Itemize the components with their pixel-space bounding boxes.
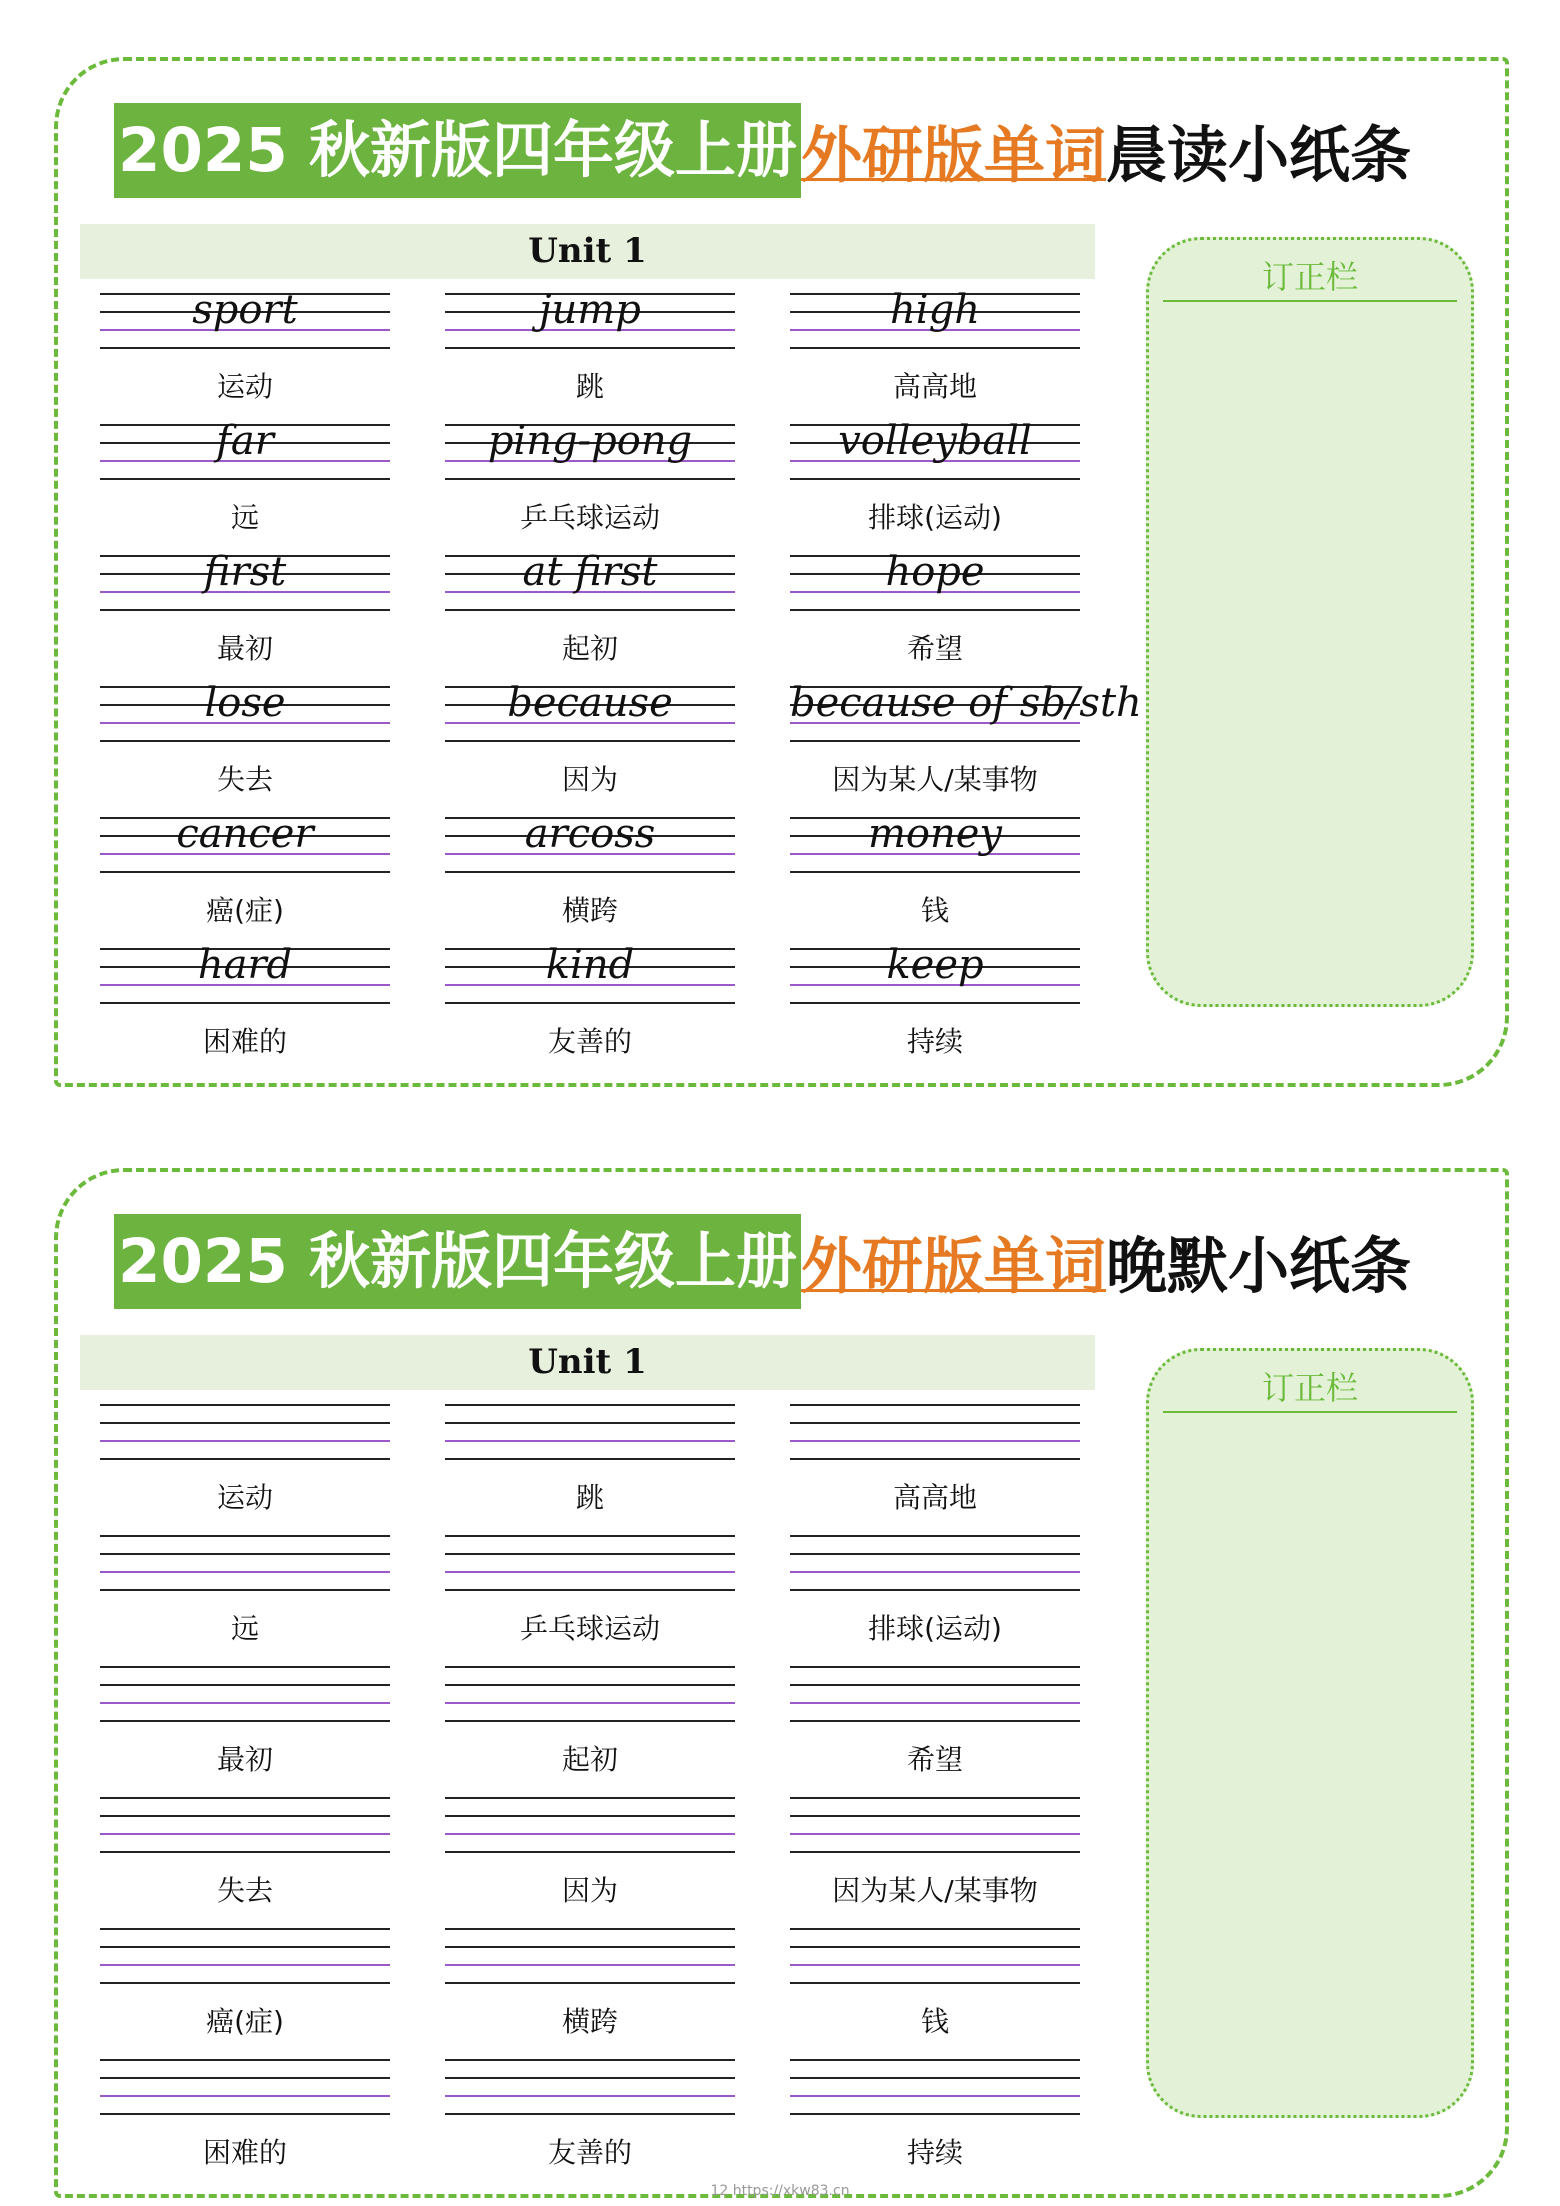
writing-lines[interactable]: [100, 1404, 390, 1462]
ruled-line: [100, 1589, 390, 1591]
word-cell: [445, 811, 735, 942]
chinese-meaning: 乒乓球运动: [519, 1612, 660, 1645]
writing-lines[interactable]: [445, 1535, 735, 1593]
word-cell: [100, 1928, 390, 2053]
chinese-meaning: 排球(运动): [868, 1612, 1002, 1645]
ruled-line: [790, 1797, 1080, 1799]
ruled-line: [445, 1002, 735, 1004]
unit-heading: Unit 1: [80, 1335, 1095, 1390]
word-cell: [790, 2059, 1080, 2184]
word-cell: [100, 549, 390, 680]
ruled-line: [445, 1458, 735, 1460]
title-publisher-label: 外研版单词: [801, 120, 1107, 191]
ruled-line: [445, 1422, 735, 1424]
ruled-line: [790, 1458, 1080, 1460]
english-word: high: [890, 287, 980, 333]
chinese-meaning: 高高地: [892, 370, 977, 403]
word-cell: [445, 2059, 735, 2184]
baseline-guide: [790, 2095, 1080, 2097]
ruled-line: [445, 1946, 735, 1948]
english-word: keep: [886, 942, 984, 988]
ruled-line: [445, 1797, 735, 1799]
ruled-line: [445, 478, 735, 480]
writing-lines[interactable]: [445, 1666, 735, 1724]
word-cell: [100, 811, 390, 942]
title-sheet-label: 晨读小纸条: [1106, 120, 1412, 191]
english-word: kind: [545, 942, 635, 988]
correction-panel: [1146, 1348, 1474, 2118]
chinese-meaning: 友善的: [547, 2136, 632, 2169]
writing-lines[interactable]: [445, 1797, 735, 1855]
chinese-meaning: 失去: [216, 763, 273, 796]
ruled-line: [100, 1535, 390, 1537]
chinese-meaning: 钱: [920, 894, 949, 927]
word-cell: [100, 942, 390, 1073]
ruled-line: [790, 2077, 1080, 2079]
writing-lines[interactable]: [790, 1928, 1080, 1986]
chinese-meaning: 癌(症): [206, 894, 284, 927]
writing-lines[interactable]: [790, 1797, 1080, 1855]
ruled-line: [100, 1458, 390, 1460]
correction-panel: [1146, 237, 1474, 1007]
english-word: jump: [539, 287, 641, 333]
ruled-line: [100, 1928, 390, 1930]
ruled-line: [445, 1684, 735, 1686]
english-word: at first: [522, 549, 658, 595]
english-word: because of sb/sth: [790, 680, 1142, 726]
writing-lines[interactable]: [790, 2059, 1080, 2117]
ruled-line: [445, 1589, 735, 1591]
ruled-line: [445, 871, 735, 873]
ruled-line: [100, 871, 390, 873]
unit-heading: Unit 1: [80, 224, 1095, 279]
chinese-meaning: 高高地: [892, 1481, 977, 1514]
baseline-guide: [100, 1440, 390, 1442]
ruled-line: [790, 740, 1080, 742]
ruled-line: [100, 1982, 390, 1984]
baseline-guide: [790, 1833, 1080, 1835]
baseline-guide: [790, 1702, 1080, 1704]
chinese-meaning: 持续: [906, 1025, 963, 1058]
ruled-line: [790, 347, 1080, 349]
writing-lines[interactable]: [445, 2059, 735, 2117]
english-word: lose: [204, 680, 286, 726]
word-cell: [100, 1666, 390, 1791]
chinese-meaning: 横跨: [561, 894, 618, 927]
ruled-line: [100, 740, 390, 742]
ruled-line: [445, 1535, 735, 1537]
ruled-line: [445, 1720, 735, 1722]
writing-lines[interactable]: [100, 1797, 390, 1855]
chinese-meaning: 因为: [561, 763, 618, 796]
english-word: far: [216, 418, 274, 464]
ruled-line: [445, 2077, 735, 2079]
chinese-meaning: 起初: [561, 632, 618, 665]
english-word: first: [203, 549, 287, 595]
ruled-line: [790, 1720, 1080, 1722]
ruled-line: [790, 1946, 1080, 1948]
ruled-line: [100, 609, 390, 611]
ruled-line: [790, 1684, 1080, 1686]
writing-lines[interactable]: [100, 1928, 390, 1986]
ruled-line: [100, 1851, 390, 1853]
chinese-meaning: 最初: [216, 1743, 273, 1776]
ruled-line: [445, 1851, 735, 1853]
ruled-line: [445, 347, 735, 349]
baseline-guide: [100, 1571, 390, 1573]
chinese-meaning: 排球(运动): [868, 501, 1002, 534]
baseline-guide: [445, 1833, 735, 1835]
word-cell: [445, 942, 735, 1073]
baseline-guide: [100, 2095, 390, 2097]
ruled-line: [100, 2113, 390, 2115]
baseline-guide: [445, 2095, 735, 2097]
word-cell: [790, 1535, 1080, 1660]
chinese-meaning: 癌(症): [206, 2005, 284, 2038]
title-publisher-label: 外研版单词: [801, 1231, 1107, 1302]
baseline-guide: [100, 1702, 390, 1704]
baseline-guide: [445, 1571, 735, 1573]
chinese-meaning: 乒乓球运动: [519, 501, 660, 534]
word-cell: [445, 1928, 735, 2053]
word-cell: [790, 1928, 1080, 2053]
ruled-line: [790, 1553, 1080, 1555]
ruled-line: [445, 609, 735, 611]
chinese-meaning: 因为某人/某事物: [832, 763, 1038, 796]
word-cell: [790, 680, 1142, 811]
ruled-line: [100, 1422, 390, 1424]
ruled-line: [445, 1404, 735, 1406]
english-word: sport: [192, 287, 298, 333]
correction-title: 订正栏: [1163, 254, 1457, 302]
writing-lines[interactable]: [790, 1404, 1080, 1462]
ruled-line: [100, 1797, 390, 1799]
word-cell: [790, 1797, 1080, 1922]
writing-lines[interactable]: [790, 1666, 1080, 1724]
word-cell: [445, 549, 735, 680]
ruled-line: [790, 1666, 1080, 1668]
ruled-line: [790, 1002, 1080, 1004]
word-cell: [100, 1535, 390, 1660]
ruled-line: [100, 478, 390, 480]
morning-title: [114, 103, 1411, 198]
ruled-line: [100, 1946, 390, 1948]
ruled-line: [100, 1815, 390, 1817]
word-cell: [790, 1404, 1080, 1529]
writing-lines[interactable]: [445, 1928, 735, 1986]
word-cell: [445, 1797, 735, 1922]
ruled-line: [790, 2113, 1080, 2115]
ruled-line: [790, 2059, 1080, 2061]
ruled-line: [445, 740, 735, 742]
chinese-meaning: 运动: [216, 1481, 273, 1514]
ruled-line: [445, 1553, 735, 1555]
page-footer: 12 https://xkw83.cn: [710, 2183, 850, 2199]
ruled-line: [790, 478, 1080, 480]
english-word: volleyball: [838, 418, 1032, 464]
ruled-line: [790, 1404, 1080, 1406]
english-word: hard: [197, 942, 293, 988]
word-cell: [790, 287, 1080, 418]
writing-lines[interactable]: [100, 1666, 390, 1724]
ruled-line: [445, 1982, 735, 1984]
chinese-meaning: 困难的: [202, 1025, 287, 1058]
ruled-line: [790, 871, 1080, 873]
ruled-line: [100, 1404, 390, 1406]
word-cell: [790, 942, 1080, 1073]
word-cell: [100, 1404, 390, 1529]
baseline-guide: [100, 1833, 390, 1835]
chinese-meaning: 因为: [561, 1874, 618, 1907]
chinese-meaning: 持续: [906, 2136, 963, 2169]
chinese-meaning: 远: [230, 1612, 259, 1645]
ruled-line: [445, 1928, 735, 1930]
ruled-line: [790, 1982, 1080, 1984]
english-word: arcoss: [524, 811, 656, 857]
word-cell: [445, 1404, 735, 1529]
baseline-guide: [445, 1440, 735, 1442]
ruled-line: [100, 1684, 390, 1686]
chinese-meaning: 钱: [920, 2005, 949, 2038]
morning-reading-card: [54, 57, 1509, 1087]
word-cell: [100, 2059, 390, 2184]
title-grade-label: 2025 秋新版四年级上册: [114, 1214, 801, 1309]
ruled-line: [100, 2059, 390, 2061]
word-cell: [790, 1666, 1080, 1791]
evening-title: [114, 1214, 1411, 1309]
correction-title: 订正栏: [1163, 1365, 1457, 1413]
title-grade-label: 2025 秋新版四年级上册: [114, 103, 801, 198]
baseline-guide: [790, 1440, 1080, 1442]
english-word: because: [507, 680, 673, 726]
english-word: money: [867, 811, 1003, 857]
chinese-meaning: 跳: [575, 1481, 604, 1514]
english-word: ping-pong: [487, 418, 693, 464]
writing-lines[interactable]: [100, 2059, 390, 2117]
word-cell: [100, 418, 390, 549]
chinese-meaning: 失去: [216, 1874, 273, 1907]
ruled-line: [790, 1535, 1080, 1537]
ruled-line: [790, 609, 1080, 611]
word-cell: [445, 1666, 735, 1791]
chinese-meaning: 运动: [216, 370, 273, 403]
ruled-line: [100, 1666, 390, 1668]
english-word: cancer: [176, 811, 314, 857]
writing-lines[interactable]: [100, 1535, 390, 1593]
chinese-meaning: 最初: [216, 632, 273, 665]
chinese-meaning: 起初: [561, 1743, 618, 1776]
word-cell: [100, 287, 390, 418]
title-sheet-label: 晚默小纸条: [1106, 1231, 1412, 1302]
ruled-line: [445, 1666, 735, 1668]
word-cell: [790, 549, 1080, 680]
word-cell: [445, 287, 735, 418]
ruled-line: [790, 1422, 1080, 1424]
ruled-line: [100, 347, 390, 349]
ruled-line: [100, 1553, 390, 1555]
chinese-meaning: 横跨: [561, 2005, 618, 2038]
baseline-guide: [445, 1964, 735, 1966]
chinese-meaning: 远: [230, 501, 259, 534]
baseline-guide: [100, 1964, 390, 1966]
ruled-line: [100, 2077, 390, 2079]
baseline-guide: [790, 1964, 1080, 1966]
writing-lines[interactable]: [445, 1404, 735, 1462]
evening-dictation-card: [54, 1168, 1509, 2198]
ruled-line: [100, 1002, 390, 1004]
ruled-line: [790, 1928, 1080, 1930]
ruled-line: [790, 1851, 1080, 1853]
ruled-line: [790, 1815, 1080, 1817]
word-cell: [100, 680, 390, 811]
ruled-line: [445, 1815, 735, 1817]
chinese-meaning: 希望: [906, 632, 963, 665]
word-cell: [100, 1797, 390, 1922]
chinese-meaning: 因为某人/某事物: [832, 1874, 1038, 1907]
word-cell: [445, 680, 735, 811]
baseline-guide: [790, 1571, 1080, 1573]
ruled-line: [790, 1589, 1080, 1591]
chinese-meaning: 困难的: [202, 2136, 287, 2169]
english-word: hope: [885, 549, 985, 595]
word-cell: [445, 1535, 735, 1660]
chinese-meaning: 跳: [575, 370, 604, 403]
ruled-line: [100, 1720, 390, 1722]
ruled-line: [445, 2113, 735, 2115]
word-cell: [790, 418, 1080, 549]
word-cell: [445, 418, 735, 549]
chinese-meaning: 友善的: [547, 1025, 632, 1058]
chinese-meaning: 希望: [906, 1743, 963, 1776]
baseline-guide: [445, 1702, 735, 1704]
word-cell: [790, 811, 1080, 942]
writing-lines[interactable]: [790, 1535, 1080, 1593]
ruled-line: [445, 2059, 735, 2061]
